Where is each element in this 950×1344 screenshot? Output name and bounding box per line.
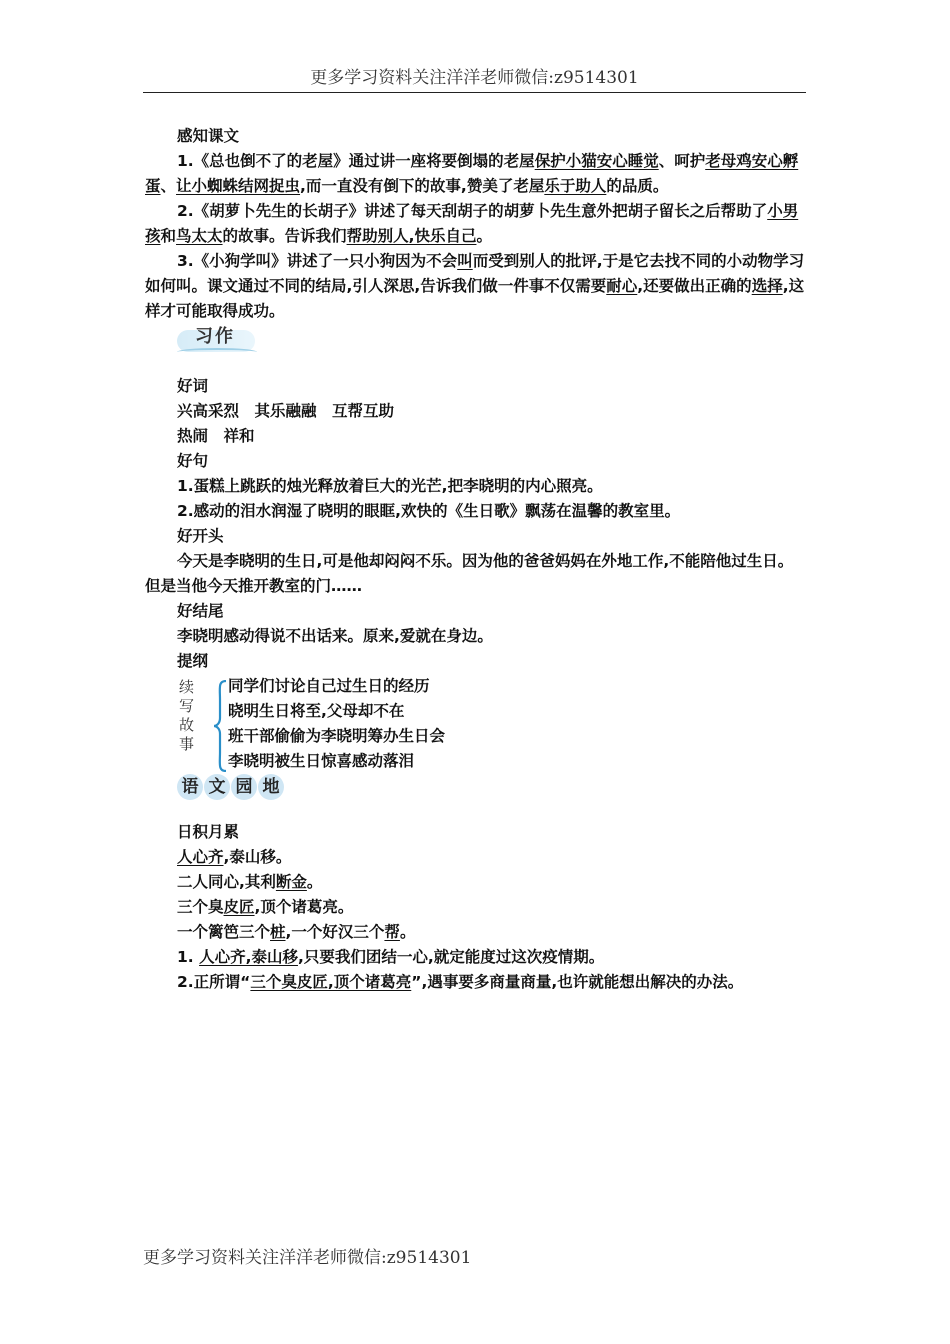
proverb-3: 三个臭皮匠,顶个诸葛亮。 bbox=[177, 898, 354, 916]
outline-label: 续写故事 bbox=[179, 678, 195, 753]
story-outline bbox=[177, 674, 805, 774]
banner-char-3: 园 bbox=[231, 774, 257, 800]
brace-icon bbox=[213, 680, 227, 772]
composition-banner: 习作 bbox=[177, 324, 805, 374]
page-header: 更多学习资料关注洋洋老师微信:z9514301 bbox=[143, 64, 806, 93]
section-title-perception: 感知课文 bbox=[177, 127, 240, 145]
outline-title: 提纲 bbox=[177, 652, 209, 670]
good-ending-title: 好结尾 bbox=[177, 602, 224, 620]
good-sentence-1: 1.蛋糕上跳跃的烛光释放着巨大的光芒,把李晓明的内心照亮。 bbox=[177, 477, 603, 495]
good-opening-title: 好开头 bbox=[177, 527, 224, 545]
good-words-line-2: 热闹 祥和 bbox=[177, 427, 255, 445]
proverb-2: 二人同心,其利断金。 bbox=[177, 873, 323, 891]
good-sentences-title: 好句 bbox=[177, 452, 209, 470]
outline-item-2: 晓明生日将至,父母却不在 bbox=[228, 702, 405, 720]
paragraph-2: 2.《胡萝卜先生的长胡子》讲述了每天刮胡子的胡萝卜先生意外把胡子留长之后帮助了小男孩和鸟太太的故事。告诉我们帮助别人,快乐自己。 bbox=[145, 202, 799, 245]
example-2: 2.正所谓“三个臭皮匠,顶个诸葛亮”,遇事要多商量商量,也许就能想出解决的办法。 bbox=[177, 973, 744, 991]
paragraph-1: 1.《总也倒不了的老屋》通过讲一座将要倒塌的老屋保护小猫安心睡觉、呵护老母鸡安心孵蛋、让小蜘蛛结网捉虫,而一直没有倒下的故事,赞美了老屋乐于助人的品质。 bbox=[145, 152, 799, 195]
proverb-4: 一个篱笆三个桩,一个好汉三个帮。 bbox=[177, 923, 416, 941]
banner-char-4: 地 bbox=[258, 774, 284, 800]
example-1: 1. 人心齐,泰山移,只要我们团结一心,就定能度过这次疫情期。 bbox=[177, 948, 605, 966]
good-opening: 今天是李晓明的生日,可是他却闷闷不乐。因为他的爸爸妈妈在外地工作,不能陪他过生日。但是当他今天推开教室的门…… bbox=[145, 552, 794, 595]
paragraph-3: 3.《小狗学叫》讲述了一只小狗因为不会叫而受到别人的批评,于是它去找不同的小动物学习如何叫。课文通过不同的结局,引人深思,告诉我们做一件事不仅需要耐心,还要做出正确的选择,这样才可能取得成功。 bbox=[145, 252, 805, 320]
outline-item-3: 班干部偷偷为李晓明筹办生日会 bbox=[228, 727, 446, 745]
proverb-1: 人心齐,泰山移。 bbox=[177, 848, 292, 866]
outline-item-1: 同学们讨论自己过生日的经历 bbox=[228, 677, 430, 695]
document-body bbox=[145, 124, 805, 995]
outline-item-4: 李晓明被生日惊喜感动落泪 bbox=[228, 752, 415, 770]
accumulation-title: 日积月累 bbox=[177, 823, 240, 841]
banner-char-1: 语 bbox=[177, 774, 203, 800]
good-words-title: 好词 bbox=[177, 377, 209, 395]
good-words-line-1: 兴高采烈 其乐融融 互帮互助 bbox=[177, 402, 395, 420]
page-footer: 更多学习资料关注洋洋老师微信:z9514301 bbox=[143, 1248, 472, 1268]
chinese-garden-banner bbox=[177, 774, 805, 820]
good-ending: 李晓明感动得说不出话来。原来,爱就在身边。 bbox=[177, 627, 493, 645]
good-sentence-2: 2.感动的泪水润湿了晓明的眼眶,欢快的《生日歌》飘荡在温馨的教室里。 bbox=[177, 502, 681, 520]
banner-char-2: 文 bbox=[204, 774, 230, 800]
